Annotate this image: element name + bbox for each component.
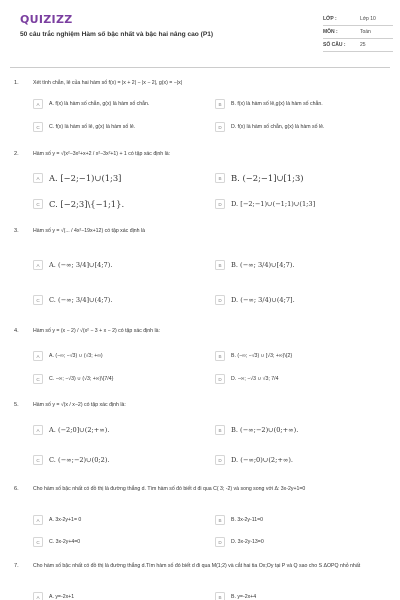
option-letter-box: B: [215, 173, 225, 183]
option-a[interactable]: [33, 171, 205, 185]
quizizz-logo: QUIZIZZ: [20, 13, 73, 26]
option-letter-box: A: [33, 173, 43, 183]
meta-value: Toán: [360, 29, 371, 35]
option-d[interactable]: [215, 372, 387, 386]
option-label: A. 3x-2y+1= 0: [49, 517, 82, 523]
option-c[interactable]: [33, 120, 205, 134]
question-number: 4.: [14, 328, 19, 334]
option-letter-box: D: [215, 199, 225, 209]
option-letter-box: B: [215, 260, 225, 270]
option-label: C. [−2;3]\{−1;1}.: [49, 199, 125, 209]
option-b[interactable]: [215, 171, 387, 185]
meta-row-count: [323, 39, 393, 52]
option-letter-box: D: [215, 122, 225, 132]
option-label: D. (−∞; 3/4)∪(4;7].: [231, 296, 295, 304]
option-letter-box: C: [33, 455, 43, 465]
option-label: B. (−∞; 3/4)∪[4;7).: [231, 261, 295, 269]
option-c[interactable]: [33, 197, 205, 211]
option-label: C. (−∞; 3/4]∪(4;7).: [49, 296, 113, 304]
option-label: C. (−∞;−2)∪(0;2).: [49, 456, 110, 464]
option-letter-box: B: [215, 351, 225, 361]
question-text: Hàm số y = √(x / x−2) có tập xác định là:: [33, 402, 126, 408]
option-label: A. (−∞; 3/4]∪[4;7).: [49, 261, 113, 269]
option-c[interactable]: [33, 535, 205, 549]
option-label: C. 3x-2y+4=0: [49, 539, 81, 545]
option-b[interactable]: [215, 513, 387, 527]
option-letter-box: B: [215, 515, 225, 525]
question-number: 1.: [14, 80, 19, 86]
question-text: Cho hàm số bậc nhất có đồ thị là đường thẳng d.Tìm hàm số đó biết d đi qua M(1;2) và cắt hai tia Ox;Oy tại P và Q sao cho S ΔOPQ nhỏ nhất: [33, 563, 361, 569]
question-text: Hàm số y = (x − 2) / √(x² − 3 + x − 2) có tập xác định là:: [33, 328, 160, 334]
option-letter-box: C: [33, 122, 43, 132]
meta-value: Lớp 10: [360, 16, 376, 22]
option-b[interactable]: [215, 349, 387, 363]
option-label: A. (−∞; −√3) ∪ (√3; +∞): [49, 353, 103, 359]
question-number: 2.: [14, 151, 19, 157]
option-letter-box: D: [215, 295, 225, 305]
option-label: A. (−2;0]∪(2;+∞).: [49, 426, 110, 434]
question-text: Xét tính chẵn, lẻ của hai hàm số f(x) = |x + 2| − |x − 2|, g(x) = −|x|: [33, 80, 183, 86]
option-a[interactable]: [33, 513, 205, 527]
option-label: A. y=-2x+1: [49, 594, 75, 600]
option-letter-box: A: [33, 592, 43, 600]
option-label: D. −∞; −√3 ∪ √3; 7/4: [231, 376, 279, 382]
option-label: B. (−2;−1]∪[1;3): [231, 173, 304, 183]
header-divider: [10, 67, 390, 68]
option-letter-box: D: [215, 537, 225, 547]
option-label: B. 3x-2y-11=0: [231, 517, 264, 523]
option-a[interactable]: [33, 590, 205, 600]
option-b[interactable]: [215, 423, 387, 437]
option-label: B. f(x) là hàm số lẻ,g(x) là hàm số chẵn.: [231, 101, 323, 107]
option-letter-box: B: [215, 99, 225, 109]
option-c[interactable]: [33, 453, 205, 467]
document-title: 50 câu trắc nghiệm Hàm số bậc nhất và bậc hai nâng cao (P1): [20, 31, 214, 38]
option-letter-box: A: [33, 99, 43, 109]
meta-row-subject: [323, 26, 393, 39]
question-text: Cho hàm số bậc nhất có đồ thị là đường thẳng d. Tìm hàm số đó biết d đi qua C( 3; -2) và song song với Δ: 3x-2y+1=0: [33, 486, 306, 492]
meta-key: MÔN :: [323, 29, 338, 35]
option-d[interactable]: [215, 535, 387, 549]
option-letter-box: D: [215, 374, 225, 384]
meta-row-grade: [323, 13, 393, 26]
option-b[interactable]: [215, 590, 387, 600]
option-letter-box: B: [215, 592, 225, 600]
option-c[interactable]: [33, 372, 205, 386]
meta-table: [323, 13, 393, 52]
option-letter-box: D: [215, 455, 225, 465]
option-a[interactable]: [33, 349, 205, 363]
meta-key: SỐ CÂU :: [323, 42, 346, 48]
option-letter-box: A: [33, 425, 43, 435]
option-d[interactable]: [215, 453, 387, 467]
option-a[interactable]: [33, 423, 205, 437]
question-text: Hàm số y = √(x²−3x²+x+2 / x²−3x²+1) + 1 có tập xác định là:: [33, 151, 171, 157]
question-number: 5.: [14, 402, 19, 408]
option-letter-box: C: [33, 374, 43, 384]
option-a[interactable]: [33, 97, 205, 111]
option-label: A. f(x) là hàm số chẵn, g(x) là hàm số chẵn.: [49, 101, 150, 107]
option-label: D. [−2;−1)∪(−1;1)∪(1;3]: [231, 200, 316, 208]
meta-key: LỚP :: [323, 16, 337, 22]
option-b[interactable]: [215, 258, 387, 272]
question-number: 6.: [14, 486, 19, 492]
option-label: B. (−∞; −√3) ∪ [√3; +∞)\{2}: [231, 353, 293, 359]
option-letter-box: B: [215, 425, 225, 435]
option-label: D. f(x) là hàm số chẵn, g(x) là hàm số lẻ.: [231, 124, 325, 130]
option-d[interactable]: [215, 293, 387, 307]
option-letter-box: C: [33, 199, 43, 209]
question-text: Hàm số y = √(... / 4x²−19x+12) có tập xác định là: [33, 228, 145, 234]
option-letter-box: C: [33, 295, 43, 305]
option-label: D. (−∞;0)∪(2;+∞).: [231, 456, 294, 464]
question-number: 7.: [14, 563, 19, 569]
option-letter-box: A: [33, 260, 43, 270]
option-label: B. (−∞;−2)∪(0;+∞).: [231, 426, 299, 434]
option-letter-box: A: [33, 351, 43, 361]
option-label: D. 3x-2y-13=0: [231, 539, 264, 545]
option-label: A. [−2;−1)∪(1;3]: [49, 173, 122, 183]
option-label: B. y=-2x+4: [231, 594, 257, 600]
option-letter-box: C: [33, 537, 43, 547]
option-d[interactable]: [215, 120, 387, 134]
meta-value: 25: [360, 42, 366, 48]
document-header: [0, 0, 400, 62]
option-letter-box: A: [33, 515, 43, 525]
option-b[interactable]: [215, 97, 387, 111]
option-a[interactable]: [33, 258, 205, 272]
question-number: 3.: [14, 228, 19, 234]
option-label: C. f(x) là hàm số lẻ, g(x) là hàm số lẻ.: [49, 124, 136, 130]
option-d[interactable]: [215, 197, 387, 211]
option-c[interactable]: [33, 293, 205, 307]
option-label: C. −∞; −√3) ∪ (√3; +∞)\{7/4}: [49, 376, 114, 382]
